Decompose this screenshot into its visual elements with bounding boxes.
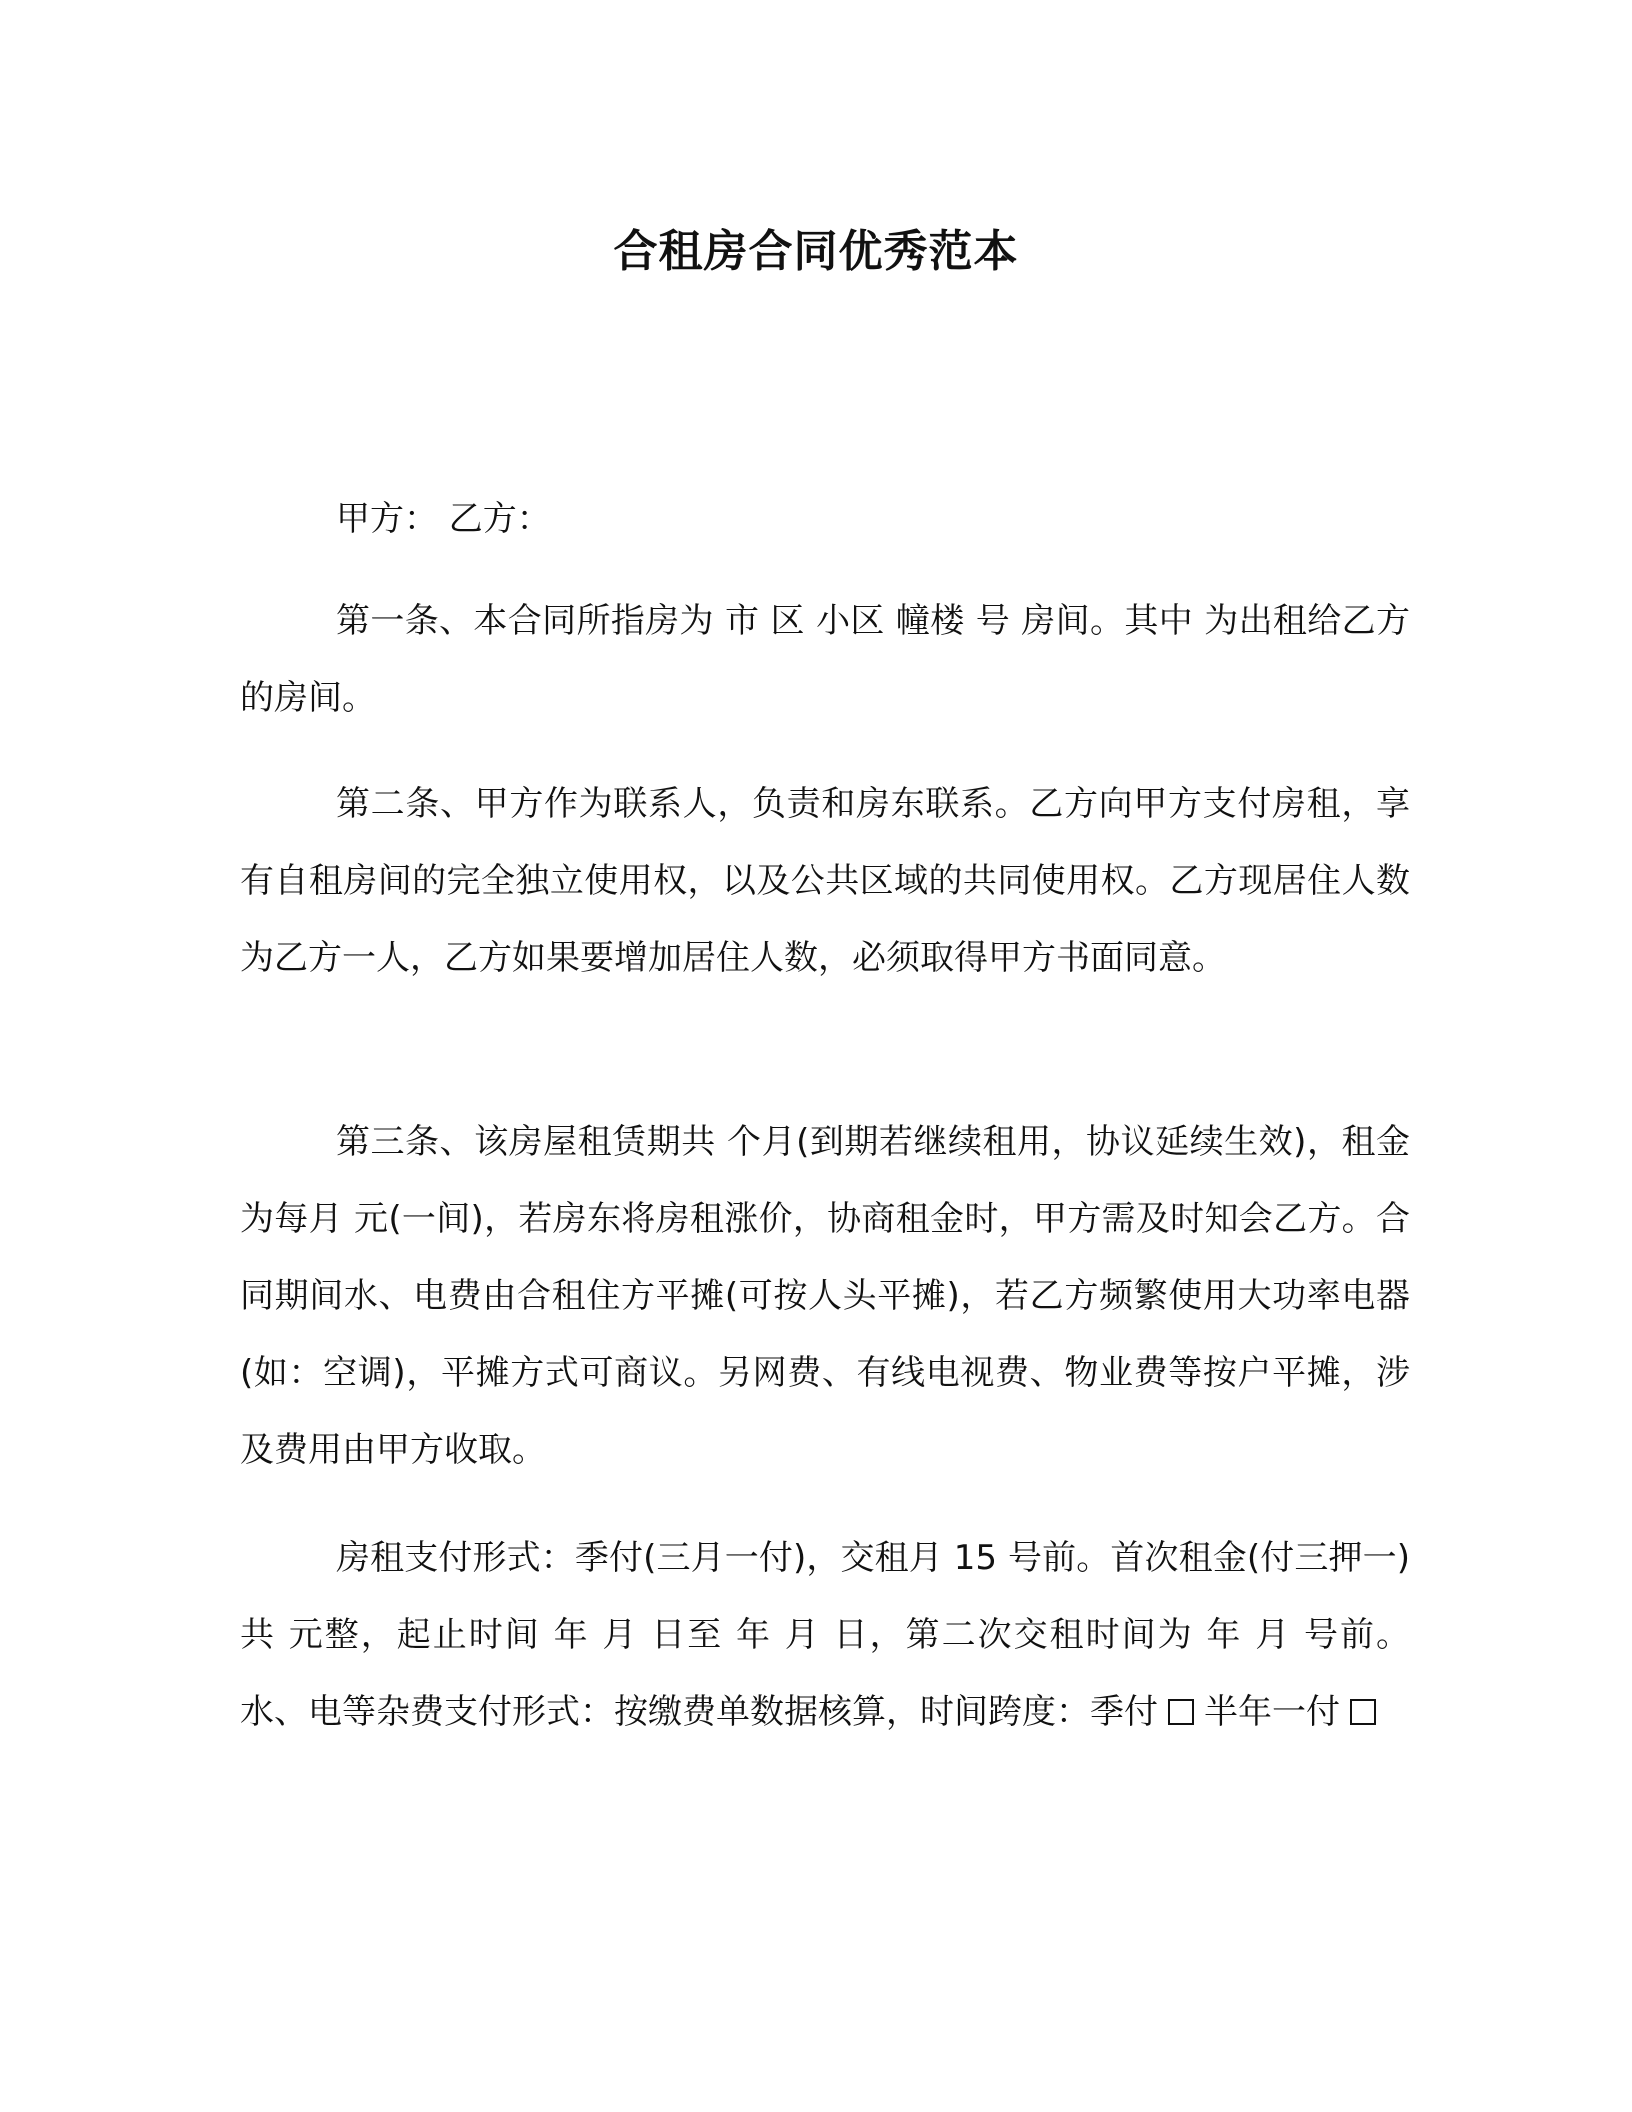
payment-terms-text: 房租支付形式：季付(三月一付)，交租月 15 号前。首次租金(付三押一)共 元整，起止时间 年 月 日至 年 月 日，第二次交租时间为 年 月 号前。 水、电等杂费支付形式：按缴费单数据核算，时间跨度：季付 — [240, 1538, 1410, 1732]
article-3: 第三条、该房屋租赁期共 个月(到期若继续租用，协议延续生效)，租金为每月 元(一间)，若房东将房租涨价，协商租金时，甲方需及时知会乙方。合同期间水、电费由合租住方平摊(可按人头平摊)，若乙方频繁使用大功率电器(如：空调)，平摊方式可商议。另网费、有线电视费、物业费等按户平摊，涉及费用由甲方收取。 — [240, 1122, 1410, 1470]
parties-line: 甲方： 乙方： — [336, 499, 551, 539]
payment-option-half-year: 半年一付 — [1204, 1692, 1340, 1732]
payment-terms — [240, 1520, 1410, 1751]
checkbox-quarterly[interactable] — [1168, 1699, 1194, 1725]
article-1: 第一条、本合同所指房为 市 区 小区 幢楼 号 房间。其中 为出租给乙方的房间。 — [240, 601, 1410, 718]
checkbox-half-year[interactable] — [1350, 1699, 1376, 1725]
article-2: 第二条、甲方作为联系人，负责和房东联系。乙方向甲方支付房租，享有自租房间的完全独立使用权，以及公共区域的共同使用权。乙方现居住人数为乙方一人，乙方如果要增加居住人数，必须取得甲方书面同意。 — [240, 784, 1410, 978]
document-title: 合租房合同优秀范本 — [613, 226, 1019, 277]
